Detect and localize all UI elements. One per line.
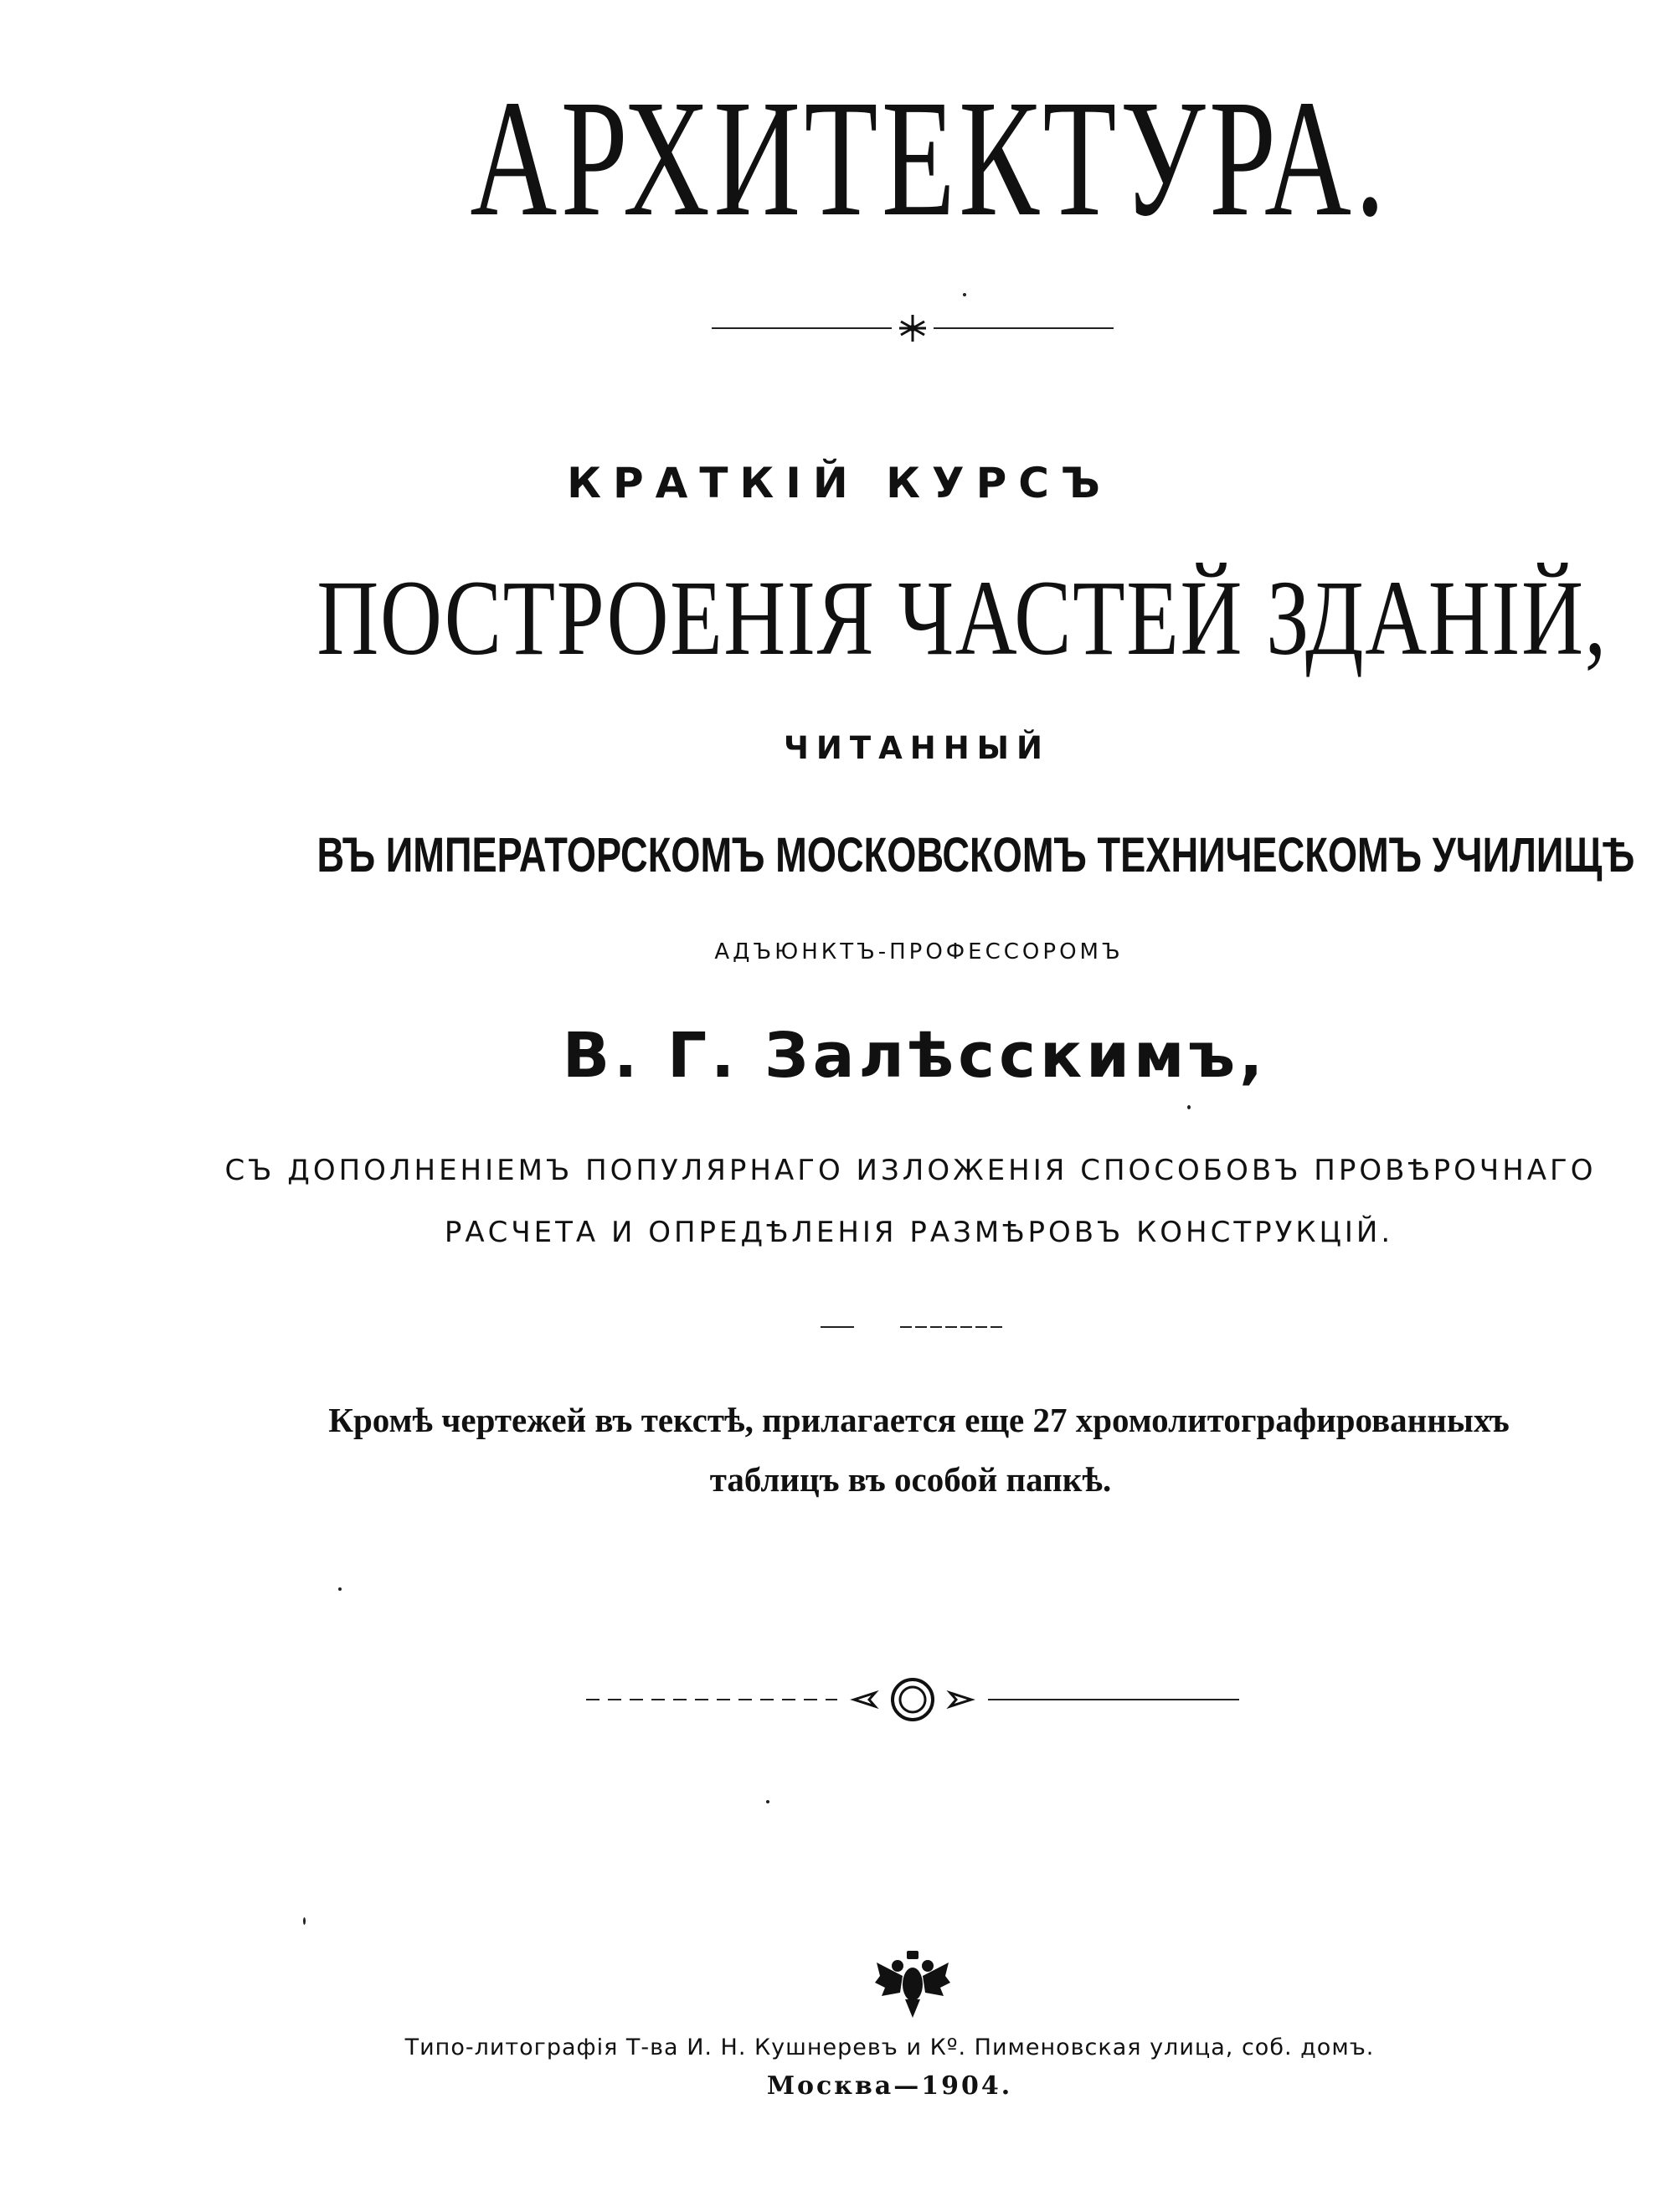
ring-ornament-icon xyxy=(586,1674,1239,1725)
city-and-year: Москва—1904. xyxy=(766,2071,1013,2101)
read-line: ЧИТАННЫЙ xyxy=(784,730,1050,766)
print-speck xyxy=(766,1800,769,1803)
double-headed-eagle-icon xyxy=(875,1951,950,2018)
subtitle-short-course: КРАТКІЙ КУРСЪ xyxy=(567,459,1112,507)
printer-imprint: Типо-литографія Т-ва И. Н. Кушнеревъ и Кº. Пименовская улица, соб. домъ. xyxy=(404,2035,1375,2060)
main-title: АРХИТЕКТУРА. xyxy=(470,66,1389,251)
short-divider xyxy=(821,1323,1005,1331)
print-speck xyxy=(303,1917,306,1925)
plates-note-line-1: Кромѣ чертежей въ текстѣ, прилагается еще 27 хромолитографированныхъ xyxy=(328,1401,1510,1439)
snowflake-ornament-icon xyxy=(712,311,1114,345)
print-speck xyxy=(338,1587,342,1591)
supplement-line-1: СЪ ДОПОЛНЕНІЕМЪ ПОПУЛЯРНАГО ИЗЛОЖЕНІЯ СПОСОБОВЪ ПРОВѢРОЧНАГО xyxy=(224,1154,1597,1187)
subtitle-building-parts: ПОСТРОЕНІЯ ЧАСТЕЙ ЗДАНІЙ, xyxy=(316,558,1608,677)
school-line: ВЪ ИМПЕРАТОРСКОМЪ МОСКОВСКОМЪ ТЕХНИЧЕСКОМЪ УЧИЛИЩѢ xyxy=(316,828,1635,882)
print-speck xyxy=(963,293,966,296)
supplement-line-2: РАСЧЕТА И ОПРЕДѢЛЕНІЯ РАЗМѢРОВЪ КОНСТРУКЦІЙ. xyxy=(444,1216,1394,1249)
adjunct-professor-line: АДЪЮНКТЪ-ПРОФЕССОРОМЪ xyxy=(714,939,1124,965)
print-speck xyxy=(1187,1105,1191,1109)
plates-note-line-2: таблицъ въ особой папкѣ. xyxy=(709,1460,1112,1499)
author-name: В. Г. Залѣсскимъ, xyxy=(562,1020,1268,1092)
